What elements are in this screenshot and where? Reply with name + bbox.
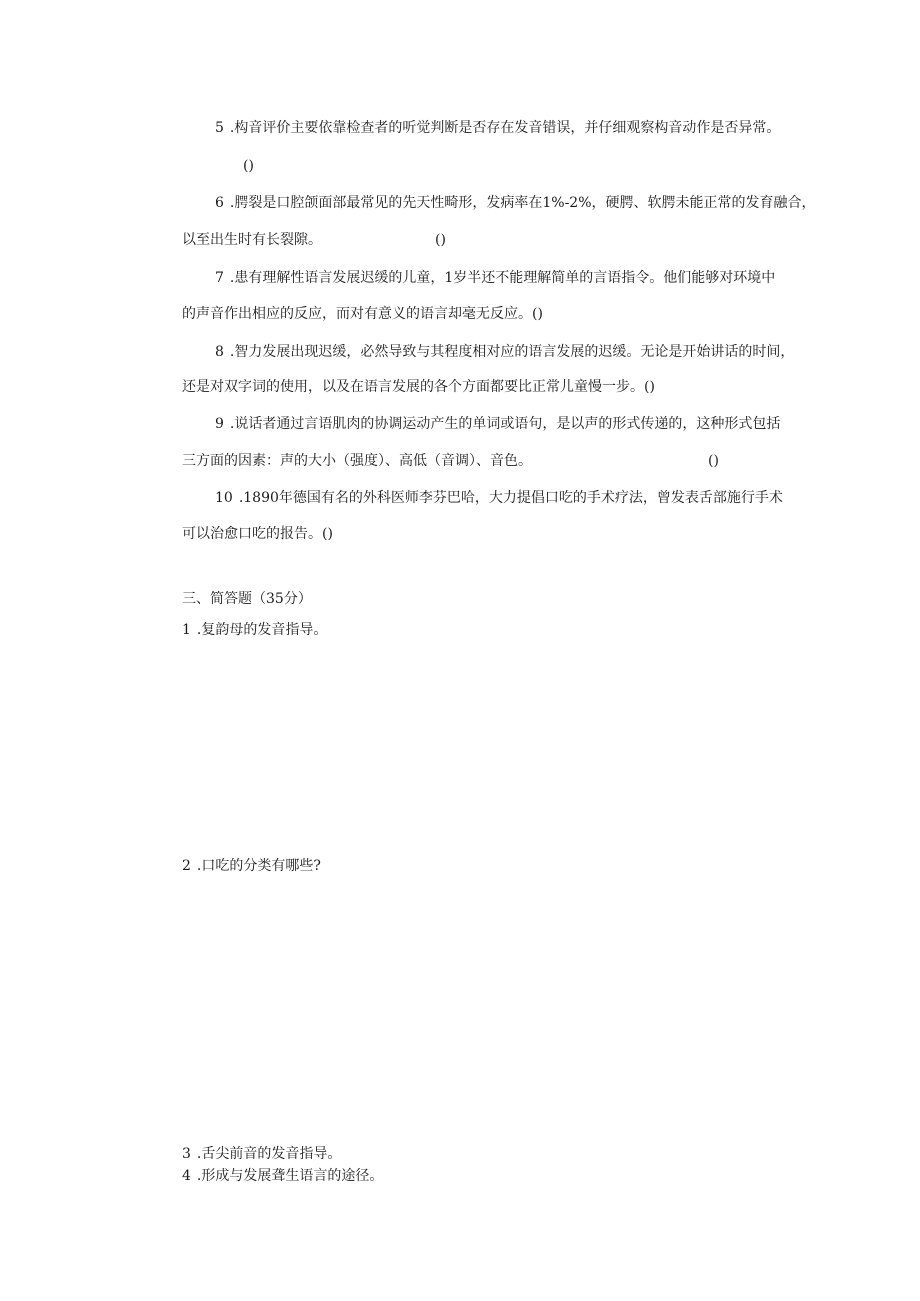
short-answer-question-4: [182, 1167, 383, 1185]
question-10-line-1: [215, 489, 783, 507]
question-7-line-1: [215, 269, 775, 287]
answer-blank: (): [708, 453, 719, 469]
short-answer-question-2: [182, 857, 321, 875]
question-text: .构音评价主要依靠检查者的听觉判断是否存在发音错误，并仔细观察构音动作是否异常。: [229, 120, 781, 136]
question-text: 以至出生时有长裂隙。: [182, 232, 322, 248]
question-9-line-2: [182, 452, 532, 470]
question-6-answer-paren: [435, 231, 446, 249]
question-text: 还是对双字词的使用，以及在语言发展的各个方面都要比正常儿童慢一步。(): [182, 379, 655, 395]
question-text: .舌尖前音的发音指导。: [196, 1146, 342, 1162]
question-number: 10: [215, 490, 233, 506]
question-number: 8: [215, 344, 224, 360]
question-6-line-2: [182, 231, 322, 249]
question-text: .说话者通过言语肌肉的协调运动产生的单词或语句，是以声的形式传递的，这种形式包括: [229, 416, 781, 432]
question-9-answer-paren: [708, 452, 719, 470]
question-text: .腭裂是口腔颌面部最常见的先天性畸形，发病率在1%-2%，硬腭、软腭未能正常的发育融合，: [229, 195, 816, 211]
question-text: 的声音作出相应的反应，而对有意义的语言却毫无反应。(): [182, 306, 543, 322]
question-number: 3: [182, 1146, 191, 1162]
short-answer-question-1: [182, 621, 327, 639]
question-number: 5: [215, 120, 224, 136]
question-8-line-2: [182, 378, 655, 396]
question-8-line-1: [215, 343, 794, 361]
question-text: .1890年德国有名的外科医师李芬巴哈，大力提倡口吃的手术疗法，曾发表舌部施行手术: [238, 490, 783, 506]
question-number: 6: [215, 195, 224, 211]
question-text: .智力发展出现迟缓，必然导致与其程度相对应的语言发展的迟缓。无论是开始讲话的时间，: [229, 344, 795, 360]
section-heading-text: 三、简答题（35分）: [182, 591, 312, 607]
question-7-line-2: [182, 305, 543, 323]
question-9-line-1: [215, 415, 780, 433]
question-5-line-1: [215, 119, 780, 137]
question-number: 7: [215, 270, 224, 286]
question-text: .口吃的分类有哪些?: [196, 858, 321, 874]
question-number: 2: [182, 858, 191, 874]
section-3-heading: [182, 590, 312, 608]
question-number: 4: [182, 1168, 191, 1184]
question-text: .患有理解性语言发展迟缓的儿童，1岁半还不能理解简单的言语指令。他们能够对环境中: [229, 270, 776, 286]
question-text: 可以治愈口吃的报告。(): [182, 526, 333, 542]
question-10-line-2: [182, 525, 333, 543]
answer-blank: (): [435, 232, 446, 248]
question-text: 三方面的因素：声的大小（强度）、高低（音调）、音色。: [182, 453, 532, 469]
question-number: 9: [215, 416, 224, 432]
question-6-line-1: [215, 194, 816, 212]
answer-blank: (): [243, 158, 254, 174]
short-answer-question-3: [182, 1145, 341, 1163]
question-number: 1: [182, 622, 191, 638]
question-text: .复韵母的发音指导。: [196, 622, 328, 638]
question-text: .形成与发展聋生语言的途径。: [196, 1168, 384, 1184]
question-5-answer-paren: [243, 157, 254, 175]
